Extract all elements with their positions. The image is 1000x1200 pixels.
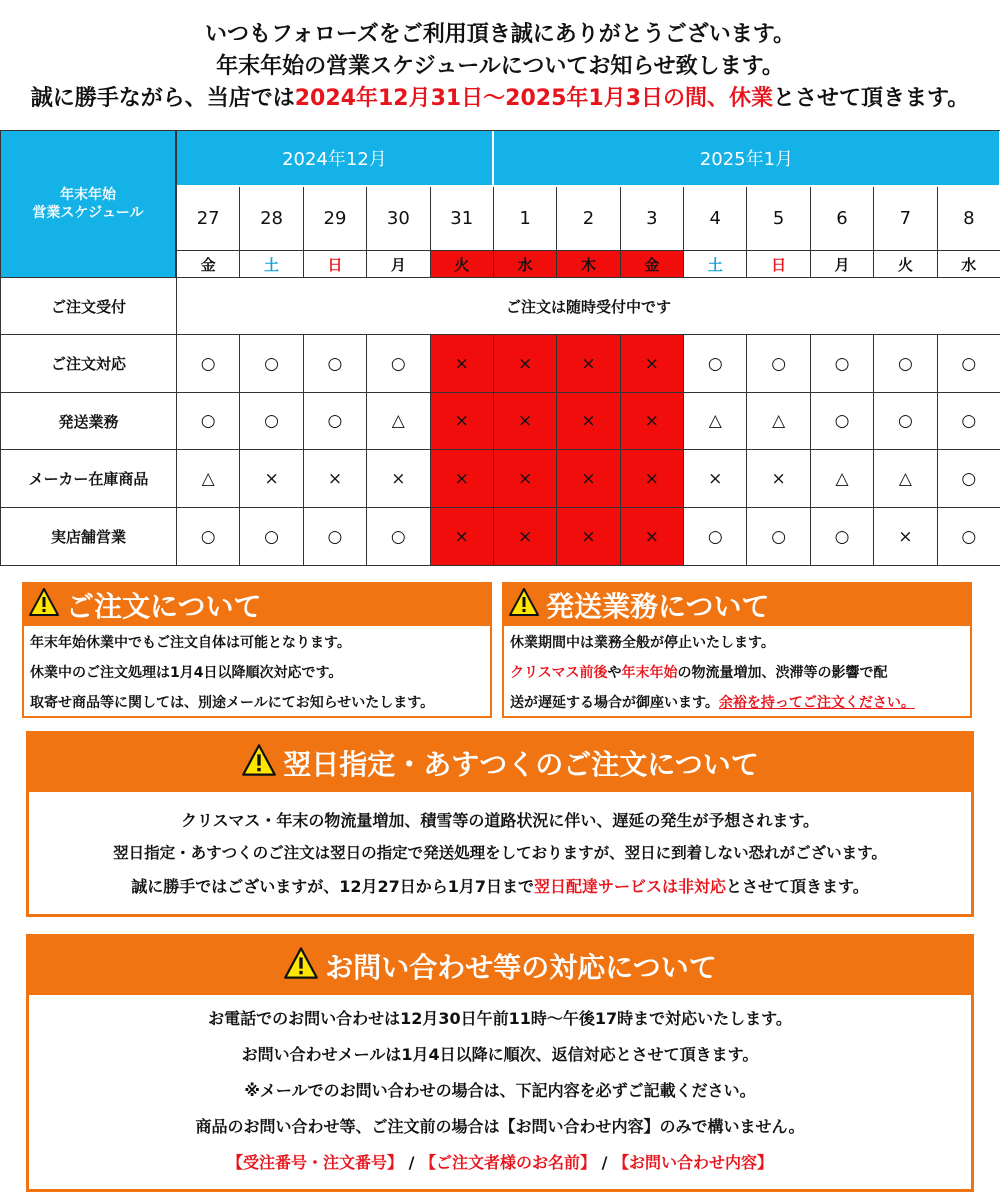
required-inquiry-content: 【お問い合わせ内容】 (612, 1153, 773, 1172)
inquiry-info-line: お電話でのお問い合わせは12月30日午前11時～午後17時まで対応いたします。 (208, 1009, 792, 1028)
corner-line: 年末年始 (59, 187, 116, 203)
status-mark: × (557, 393, 620, 450)
status-mark: × (621, 393, 684, 450)
header-line-3-pre: 誠に勝手ながら、当店では (30, 86, 295, 111)
status-mark: ○ (811, 393, 874, 450)
required-customer-name: 【ご注文者様のお名前】 (419, 1153, 596, 1172)
shipping-info-line (504, 688, 970, 718)
christmas-text: クリスマス前後 (510, 665, 608, 681)
weekday-label: 木 (557, 251, 620, 278)
weekday-label: 火 (874, 251, 937, 278)
day-number: 8 (938, 187, 1000, 251)
status-mark: × (367, 450, 430, 508)
weekday-label: 金 (177, 251, 240, 278)
day-number: 31 (431, 187, 494, 251)
shipping-info-body (504, 626, 970, 718)
closed-word: 休業 (729, 86, 774, 111)
weekday-label: 月 (811, 251, 874, 278)
day-number: 7 (874, 187, 937, 251)
order-info-heading (24, 584, 490, 626)
weekday-label: 水 (938, 251, 1000, 278)
status-mark: × (621, 508, 684, 566)
shipping-text: の物流量増加、渋滞等の影響で配 (677, 665, 888, 681)
order-info-body (24, 626, 490, 718)
status-mark: × (494, 450, 557, 508)
status-mark: △ (367, 393, 430, 450)
nextday-info-line (29, 870, 971, 903)
status-mark: ○ (177, 335, 240, 393)
notice-header (0, 0, 1000, 115)
separator: / (403, 1153, 420, 1172)
warning-icon (508, 587, 540, 624)
newyear-text: 年末年始 (621, 665, 678, 681)
inquiry-info-line: お問い合わせメールは1月4日以降に順次、返信対応とさせて頂きます。 (241, 1045, 759, 1064)
inquiry-info-line: ※メールでのお問い合わせの場合は、下記内容を必ずご記載ください。 (244, 1081, 756, 1100)
status-mark: ○ (938, 393, 1000, 450)
nextday-unsupported: 翌日配達サービスは非対応 (534, 877, 727, 896)
shipping-text: 送が遅延する場合が御座います。 (510, 695, 719, 711)
nextday-info-box (26, 731, 974, 917)
weekday-label: 土 (240, 251, 303, 278)
month-header: 2025年1月 (494, 131, 1000, 187)
status-mark: ○ (304, 508, 367, 566)
status-mark: ○ (874, 393, 937, 450)
weekday-label: 日 (304, 251, 367, 278)
status-mark: △ (747, 393, 810, 450)
day-number: 1 (494, 187, 557, 251)
status-mark: ○ (240, 393, 303, 450)
header-line-3 (0, 83, 1000, 115)
schedule-table (0, 130, 1000, 566)
nextday-info-heading (29, 734, 971, 792)
weekday-label: 金 (621, 251, 684, 278)
day-number: 2 (557, 187, 620, 251)
status-mark: ○ (304, 335, 367, 393)
status-mark: ○ (177, 393, 240, 450)
inquiry-info-body (29, 995, 971, 1181)
status-mark: ○ (938, 450, 1000, 508)
row-label: ご注文受付 (1, 278, 177, 335)
closed-period: 2024年12月31日～2025年1月3日の間、 (294, 86, 730, 111)
status-mark: △ (684, 393, 747, 450)
status-mark: × (431, 393, 494, 450)
status-mark: △ (811, 450, 874, 508)
status-mark: × (494, 335, 557, 393)
status-mark: ○ (811, 335, 874, 393)
shipping-info-line (504, 658, 970, 688)
row-label: メーカー在庫商品 (1, 450, 177, 508)
weekday-label: 月 (367, 251, 430, 278)
row-label: 実店舗営業 (1, 508, 177, 566)
shipping-info-line: 休業期間中は業務全般が停止いたします。 (510, 635, 775, 651)
status-mark: ○ (684, 335, 747, 393)
status-mark: × (557, 450, 620, 508)
day-number: 4 (684, 187, 747, 251)
status-mark: ○ (747, 335, 810, 393)
status-mark: ○ (240, 508, 303, 566)
status-mark: × (494, 508, 557, 566)
status-mark: × (621, 450, 684, 508)
nextday-text: 誠に勝手ではございますが、12月27日から1月7日まで (131, 877, 535, 896)
corner-line: 営業スケジュール (32, 205, 144, 221)
header-line-1: いつもフォローズをご利用頂き誠にありがとうございます。 (204, 22, 796, 47)
order-info-title: ご注文について (66, 590, 262, 623)
status-mark: × (431, 335, 494, 393)
nextday-text: とさせて頂きます。 (726, 877, 869, 896)
inquiry-info-box (26, 934, 974, 1192)
status-mark: ○ (684, 508, 747, 566)
shipping-text: や (607, 665, 622, 681)
order-acceptance-note: ご注文は随時受付中です (177, 278, 1000, 335)
nextday-info-title: 翌日指定・あすつくのご注文について (283, 748, 759, 781)
status-mark: △ (874, 450, 937, 508)
inquiry-info-title: お問い合わせ等の対応について (325, 951, 717, 984)
shipping-info-title: 発送業務について (546, 590, 770, 623)
header-line-2: 年末年始の営業スケジュールについてお知らせ致します。 (216, 54, 784, 79)
status-mark: ○ (938, 508, 1000, 566)
required-items-line (29, 1145, 971, 1181)
separator: / (596, 1153, 613, 1172)
status-mark: × (557, 335, 620, 393)
status-mark: ○ (747, 508, 810, 566)
inquiry-info-heading (29, 937, 971, 995)
shipping-info-heading (504, 584, 970, 626)
status-mark: × (747, 450, 810, 508)
weekday-label: 水 (494, 251, 557, 278)
weekday-label: 火 (431, 251, 494, 278)
status-mark: × (684, 450, 747, 508)
status-mark: × (557, 508, 620, 566)
status-mark: ○ (367, 335, 430, 393)
status-mark: ○ (177, 508, 240, 566)
order-info-line: 年末年始休業中でもご注文自体は可能となります。 (30, 635, 351, 651)
warning-icon (241, 743, 277, 784)
nextday-info-body (29, 792, 971, 903)
status-mark: ○ (811, 508, 874, 566)
status-mark: × (494, 393, 557, 450)
day-number: 3 (621, 187, 684, 251)
warning-icon (28, 587, 60, 624)
order-info-line: 取寄せ商品等に関しては、別途メールにてお知らせいたします。 (30, 695, 435, 711)
status-mark: △ (177, 450, 240, 508)
status-mark: × (431, 508, 494, 566)
status-mark: × (874, 508, 937, 566)
day-number: 6 (811, 187, 874, 251)
day-number: 30 (367, 187, 430, 251)
day-number: 28 (240, 187, 303, 251)
status-mark: ○ (938, 335, 1000, 393)
weekday-label: 土 (684, 251, 747, 278)
schedule-corner-title (1, 131, 177, 278)
status-mark: × (304, 450, 367, 508)
status-mark: × (240, 450, 303, 508)
day-number: 27 (177, 187, 240, 251)
weekday-label: 日 (747, 251, 810, 278)
row-label: ご注文対応 (1, 335, 177, 393)
status-mark: × (621, 335, 684, 393)
warning-icon (283, 946, 319, 987)
order-info-box (22, 582, 492, 718)
month-header: 2024年12月 (177, 131, 494, 187)
status-mark: ○ (240, 335, 303, 393)
status-mark: ○ (304, 393, 367, 450)
order-info-line: 休業中のご注文処理は1月4日以降順次対応です。 (30, 665, 343, 681)
status-mark: ○ (874, 335, 937, 393)
nextday-info-line: クリスマス・年末の物流量増加、積雪等の道路状況に伴い、遅延の発生が予想されます。 (180, 811, 820, 830)
status-mark: ○ (367, 508, 430, 566)
shipping-info-box (502, 582, 972, 718)
required-order-number: 【受注番号・注文番号】 (226, 1153, 403, 1172)
row-label: 発送業務 (1, 393, 177, 450)
day-number: 5 (747, 187, 810, 251)
day-number: 29 (304, 187, 367, 251)
nextday-info-line: 翌日指定・あすつくのご注文は翌日の指定で発送処理をしておりますが、翌日に到着しない恐れがございます。 (113, 844, 887, 862)
inquiry-info-line: 商品のお問い合わせ等、ご注文前の場合は【お問い合わせ内容】のみで構いません。 (195, 1117, 805, 1136)
order-early-notice: 余裕を持ってご注文ください。 (718, 695, 915, 711)
status-mark: × (431, 450, 494, 508)
header-line-3-post: とさせて頂きます。 (773, 86, 970, 111)
